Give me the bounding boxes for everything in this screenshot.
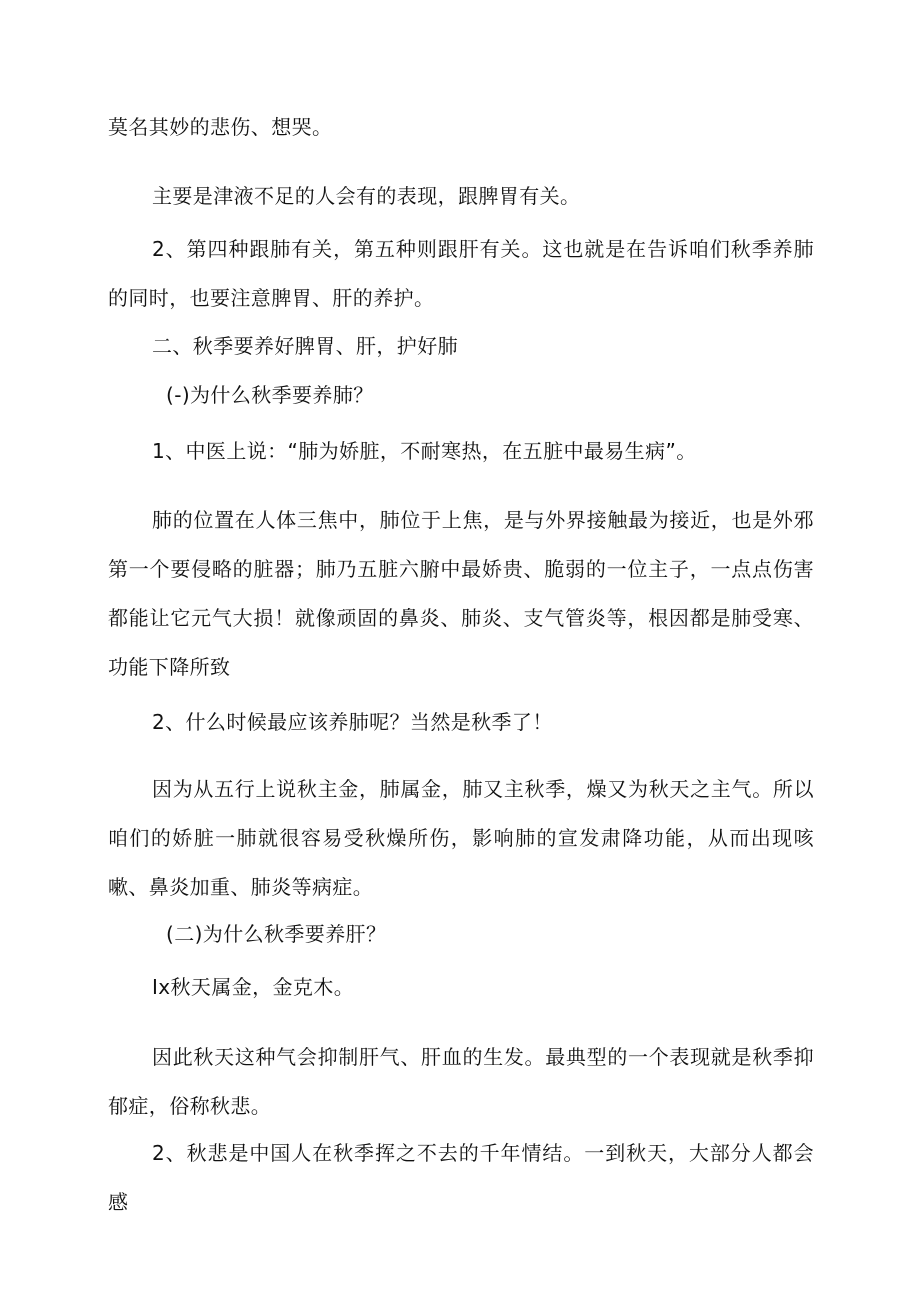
subsection-heading-2: (二)为什么秋季要养肝？ [166,922,387,946]
paragraph-9: 因此秋天这种气会抑制肝气、肝血的生发。最典型的一个表现就是秋季抑郁症，俗称秋悲。 [108,1045,814,1118]
subsection-heading-1: (-)为什么秋季要养肺？ [166,383,374,407]
paragraph-6: 2、什么时候最应该养肺呢？当然是秋季了！ [152,710,553,734]
paragraph-1: 莫名其妙的悲伤、想哭。 [108,115,333,139]
paragraph-10: 2、秋悲是中国人在秋季挥之不去的千年情结。一到秋天，大部分人都会感 [108,1141,814,1214]
paragraph-4: 1、中医上说：“肺为娇脏，不耐寒热，在五脏中最易生病”。 [152,439,697,463]
paragraph-8: Ix秋天属金，金克木。 [152,975,355,999]
section-heading-2: 二、秋季要养好脾胃、肝，护好肺 [152,334,458,358]
paragraph-2: 主要是津液不足的人会有的表现，跟脾胃有关。 [152,184,581,208]
paragraph-7: 因为从五行上说秋主金，肺属金，肺又主秋季，燥又为秋天之主气。所以咱们的娇脏一肺就很容易受秋燥所伤，影响肺的宣发肃降功能，从而出现咳嗽、鼻炎加重、肺炎等病症。 [108,777,814,899]
paragraph-5: 肺的位置在人体三焦中，肺位于上焦，是与外界接触最为接近，也是外邪第一个要侵略的脏器；肺乃五脏六腑中最娇贵、脆弱的一位主子，一点点伤害都能让它元气大损！就像顽固的鼻炎、肺炎、支气管炎等，根因都是肺受寒、功能下降所致 [108,508,814,679]
paragraph-3: 2、第四种跟肺有关，第五种则跟肝有关。这也就是在告诉咱们秋季养肺的同时，也要注意脾胃、肝的养护。 [108,237,814,310]
